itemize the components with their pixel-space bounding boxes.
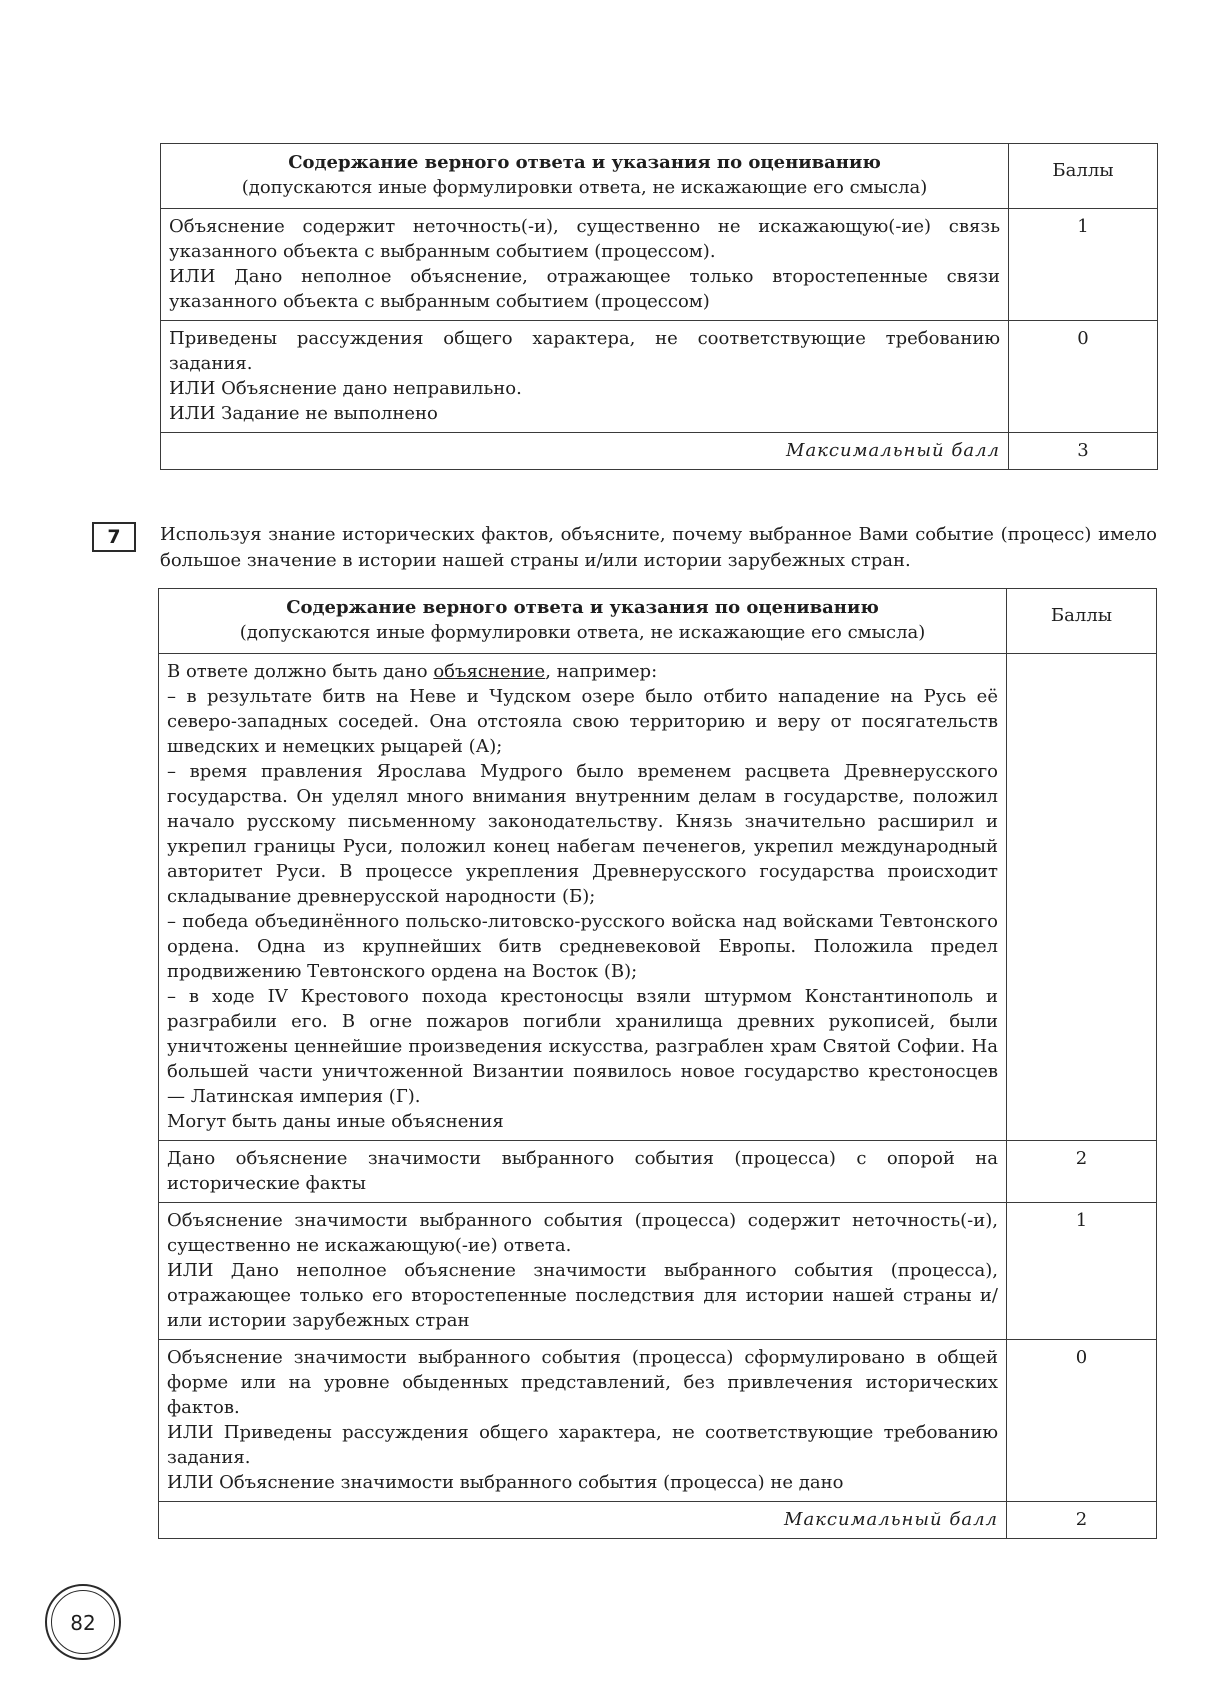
max-score-row xyxy=(159,1502,1157,1539)
criterion-line: ИЛИ Задание не выполнено xyxy=(169,403,438,424)
criterion-cell xyxy=(161,321,1009,433)
header-score: Баллы xyxy=(1007,589,1157,654)
max-score-value: 2 xyxy=(1007,1502,1157,1539)
max-score-label: Максимальный балл xyxy=(161,433,1009,470)
score-cell: 0 xyxy=(1009,321,1158,433)
table-row xyxy=(159,1340,1157,1502)
page-number: 82 xyxy=(51,1590,115,1654)
criterion-line: Приведены рассуждения общего характера, не соответствующие требованию задания. xyxy=(169,328,1000,374)
max-score-label: Максимальный балл xyxy=(159,1502,1007,1539)
criterion-line: Объяснение значимости выбранного события (процесса) сформулировано в общей форме или на уровне обыденных представлений, без привлечения исторических фактов. xyxy=(167,1347,998,1418)
table-header xyxy=(161,144,1158,209)
score-cell: 0 xyxy=(1007,1340,1157,1502)
answer-item: – победа объединённого польско-литовско-русского войска над войсками Тевтонского ордена. Одна из крупнейших битв средневековой Европы. Положила предел продвижению Тевтонского ордена на Восток (В); xyxy=(167,911,998,982)
answer-item: – в результате битв на Неве и Чудском озере было отбито нападение на Русь её северо-западных соседей. Она отстояла свою территорию и веру от посягательств шведских и немецких рыцарей (А); xyxy=(167,686,998,757)
score-cell: 2 xyxy=(1007,1141,1157,1203)
table-row xyxy=(159,1141,1157,1203)
page-number-badge xyxy=(45,1584,121,1660)
criterion-line: Объяснение содержит неточность(-и), существенно не искажающую(-ие) связь указанного объекта с выбранным событием (процессом). xyxy=(169,216,1000,262)
header-content-cell xyxy=(161,144,1009,209)
answer-item: – время правления Ярослава Мудрого было временем расцвета Древнерусского государства. Он уделял много внимания внутренним делам в государстве, положил начало русскому письменному законодательству. Князь значительно расширил и укрепил границы Руси, положил конец набегам печенегов, укрепил международный авторитет Руси. В процессе укрепления Древнерусского государства происходит складывание древнерусской народности (Б); xyxy=(167,761,998,907)
empty-score-cell xyxy=(1007,654,1157,1141)
criteria-table-task6 xyxy=(160,143,1158,470)
answer-row xyxy=(159,654,1157,1141)
answer-intro xyxy=(167,659,998,684)
table-row xyxy=(161,209,1158,321)
task-number-box: 7 xyxy=(92,522,136,552)
header-title: Содержание верного ответа и указания по оцениванию xyxy=(288,152,881,173)
answer-closing: Могут быть даны иные объяснения xyxy=(167,1111,504,1132)
score-cell: 1 xyxy=(1007,1203,1157,1340)
criterion-line: Объяснение значимости выбранного события (процесса) содержит неточность(-и), существенно не искажающую(-ие) ответа. xyxy=(167,1210,998,1256)
table-row xyxy=(161,321,1158,433)
answer-intro-end: , например: xyxy=(545,661,658,682)
criterion-cell xyxy=(159,1141,1007,1203)
task-text: Используя знание исторических фактов, объясните, почему выбранное Вами событие (процесс) имело большое значение в истории нашей страны и/или истории зарубежных стран. xyxy=(160,524,1157,571)
criterion-line: ИЛИ Дано неполное объяснение значимости выбранного события (процесса), отражающее только его второстепенные последствия для истории нашей страны и/или истории зарубежных стран xyxy=(167,1260,998,1331)
table-row xyxy=(159,1203,1157,1340)
criterion-line: Дано объяснение значимости выбранного события (процесса) с опорой на исторические факты xyxy=(167,1148,998,1194)
header-content-cell xyxy=(159,589,1007,654)
header-score: Баллы xyxy=(1009,144,1158,209)
header-subtitle: (допускаются иные формулировки ответа, не искажающие его смысла) xyxy=(239,622,926,643)
criteria-table-task7 xyxy=(158,588,1157,1539)
answer-intro-start: В ответе должно быть дано xyxy=(167,661,434,682)
criterion-line: ИЛИ Дано неполное объяснение, отражающее только второстепенные связи указанного объекта с выбранным событием (процессом) xyxy=(169,266,1000,312)
max-score-row xyxy=(161,433,1158,470)
max-score-value: 3 xyxy=(1009,433,1158,470)
answer-intro-keyword: объяснение xyxy=(433,661,546,682)
score-cell: 1 xyxy=(1009,209,1158,321)
header-title: Содержание верного ответа и указания по оцениванию xyxy=(286,597,879,618)
answer-item: – в ходе IV Крестового похода крестоносцы взяли штурмом Константинополь и разграбили его. В огне пожаров погибли хранилища древних рукописей, были уничтожены ценнейшие произведения искусства, разграблен храм Святой Софии. На большей части уничтоженной Византии появилось новое государство крестоносцев — Латинская империя (Г). xyxy=(167,986,998,1107)
header-subtitle: (допускаются иные формулировки ответа, не искажающие его смысла) xyxy=(241,177,928,198)
criterion-line: ИЛИ Приведены рассуждения общего характера, не соответствующие требованию задания. xyxy=(167,1422,998,1468)
criterion-cell xyxy=(161,209,1009,321)
table-header xyxy=(159,589,1157,654)
criterion-cell xyxy=(159,1340,1007,1502)
criterion-line: ИЛИ Объяснение дано неправильно. xyxy=(169,378,522,399)
criterion-line: ИЛИ Объяснение значимости выбранного события (процесса) не дано xyxy=(167,1472,844,1493)
answer-cell xyxy=(159,654,1007,1141)
criterion-cell xyxy=(159,1203,1007,1340)
